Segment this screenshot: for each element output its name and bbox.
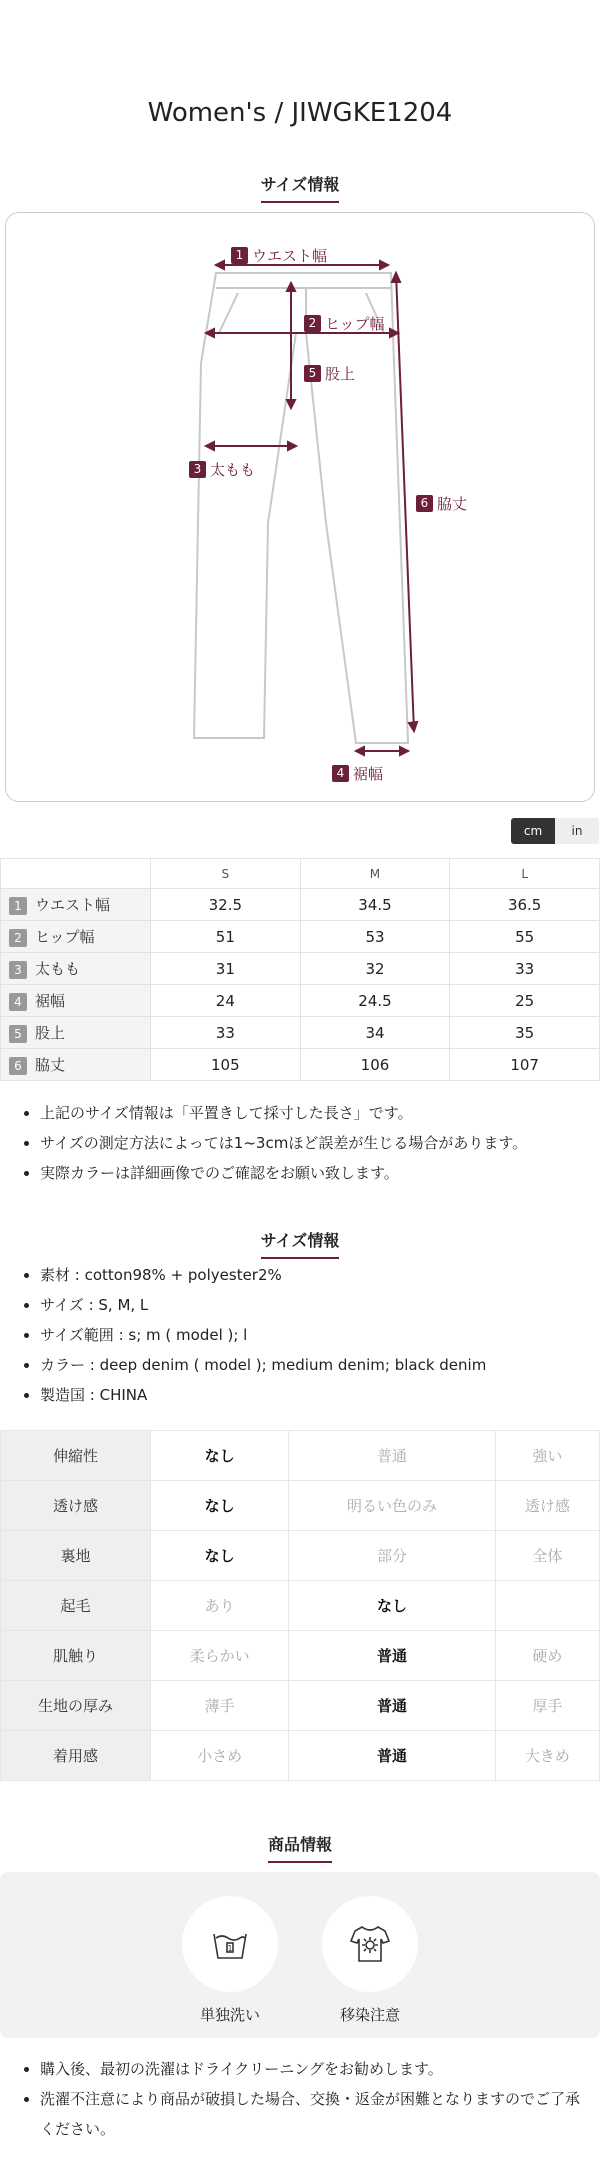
list-item: • カラー : deep denim ( model ); medium denim; black denim bbox=[40, 1350, 592, 1380]
feel-option: 薄手 bbox=[151, 1681, 289, 1731]
table-row: 1 ウエスト幅 32.5 34.5 36.5 bbox=[1, 889, 600, 921]
table-row bbox=[1, 1681, 600, 1731]
feel-option: 強い bbox=[495, 1431, 599, 1481]
feel-option: 普通 bbox=[289, 1431, 495, 1481]
table-row bbox=[1, 1531, 600, 1581]
hip-width-label: 2 ヒップ幅 bbox=[304, 313, 385, 334]
pants-measurement-diagram bbox=[5, 212, 595, 802]
care-label: 単独洗い bbox=[199, 2006, 260, 2024]
list-item: • 購入後、最初の洗濯はドライクリーニングをお勧めします。 bbox=[40, 2054, 592, 2084]
feel-option-selected: 普通 bbox=[289, 1631, 495, 1681]
feel-option: 部分 bbox=[289, 1531, 495, 1581]
thigh-label: 3 太もも bbox=[189, 459, 255, 480]
unit-toggle bbox=[511, 818, 599, 844]
outseam-label: 6 脇丈 bbox=[416, 493, 467, 514]
page-title: Women's / JIWGKE1204 bbox=[147, 98, 453, 128]
hand-wash-icon bbox=[182, 1896, 278, 1992]
feel-option: 透け感 bbox=[495, 1481, 599, 1531]
color-transfer-icon bbox=[322, 1896, 418, 1992]
feel-option: 明るい色のみ bbox=[289, 1481, 495, 1531]
svg-text:1: 1 bbox=[227, 1944, 233, 1953]
table-row: 2 ヒップ幅 51 53 55 bbox=[1, 921, 600, 953]
feel-attribute-name: 着用感 bbox=[1, 1731, 151, 1781]
header-empty bbox=[1, 859, 151, 889]
feel-option bbox=[495, 1581, 599, 1631]
table-row bbox=[1, 1631, 600, 1681]
feel-attribute-name: 透け感 bbox=[1, 1481, 151, 1531]
fabric-feel-table bbox=[0, 1430, 600, 1781]
feel-option: 全体 bbox=[495, 1531, 599, 1581]
list-item: • 製造国 : CHINA bbox=[40, 1380, 592, 1410]
size-info-heading: サイズ情報 bbox=[0, 172, 600, 203]
feel-attribute-name: 伸縮性 bbox=[1, 1431, 151, 1481]
table-row: 4 裾幅 24 24.5 25 bbox=[1, 985, 600, 1017]
list-item: • サイズ範囲 : s; m ( model ); l bbox=[40, 1320, 592, 1350]
feel-option-selected: なし bbox=[151, 1531, 289, 1581]
feel-attribute-name: 起毛 bbox=[1, 1581, 151, 1631]
list-item: • 洗濯不注意により商品が破損した場合、交換・返金が困難となりますのでご了承ください。 bbox=[40, 2084, 592, 2144]
feel-option-selected: 普通 bbox=[289, 1731, 495, 1781]
table-row: 6 脇丈 105 106 107 bbox=[1, 1049, 600, 1081]
feel-option: 厚手 bbox=[495, 1681, 599, 1731]
waist-width-label: 1 ウエスト幅 bbox=[231, 245, 327, 266]
rise-label: 5 股上 bbox=[304, 363, 355, 384]
product-notes bbox=[22, 2054, 592, 2144]
list-item: • サイズの測定方法によっては1~3cmほど誤差が生じる場合があります。 bbox=[40, 1128, 592, 1158]
unit-in-button[interactable]: in bbox=[555, 818, 599, 844]
care-hand-wash bbox=[180, 1896, 280, 2025]
feel-option: 大きめ bbox=[495, 1731, 599, 1781]
hem-width-label: 4 裾幅 bbox=[332, 763, 383, 784]
feel-option: あり bbox=[151, 1581, 289, 1631]
feel-option: 柔らかい bbox=[151, 1631, 289, 1681]
table-row: 3 太もも 31 32 33 bbox=[1, 953, 600, 985]
feel-option: 小さめ bbox=[151, 1731, 289, 1781]
feel-option-selected: なし bbox=[151, 1481, 289, 1531]
size-table bbox=[0, 858, 600, 1081]
care-box bbox=[0, 1872, 600, 2038]
list-item: • サイズ : S, M, L bbox=[40, 1290, 592, 1320]
feel-option: 硬め bbox=[495, 1631, 599, 1681]
table-row bbox=[1, 1731, 600, 1781]
spec-heading: サイズ情報 bbox=[0, 1228, 600, 1259]
header-size-s: S bbox=[151, 859, 301, 889]
product-info-heading: 商品情報 bbox=[0, 1832, 600, 1863]
spec-list bbox=[22, 1260, 592, 1410]
feel-option-selected: 普通 bbox=[289, 1681, 495, 1731]
feel-option-selected: なし bbox=[289, 1581, 495, 1631]
list-item: • 素材 : cotton98% + polyester2% bbox=[40, 1260, 592, 1290]
table-row bbox=[1, 1431, 600, 1481]
feel-attribute-name: 裏地 bbox=[1, 1531, 151, 1581]
care-label: 移染注意 bbox=[339, 2006, 400, 2024]
care-color-transfer bbox=[320, 1896, 420, 2025]
unit-cm-button[interactable]: cm bbox=[511, 818, 555, 844]
pants-outline-icon bbox=[6, 213, 596, 803]
table-row bbox=[1, 1581, 600, 1631]
feel-option-selected: なし bbox=[151, 1431, 289, 1481]
size-notes bbox=[22, 1098, 592, 1188]
list-item: • 上記のサイズ情報は「平置きして採寸した長さ」です。 bbox=[40, 1098, 592, 1128]
feel-attribute-name: 肌触り bbox=[1, 1631, 151, 1681]
feel-attribute-name: 生地の厚み bbox=[1, 1681, 151, 1731]
header-size-l: L bbox=[450, 859, 600, 889]
list-item: • 実際カラーは詳細画像でのご確認をお願い致します。 bbox=[40, 1158, 592, 1188]
header-size-m: M bbox=[300, 859, 450, 889]
table-row bbox=[1, 1481, 600, 1531]
size-table-header bbox=[1, 859, 600, 889]
table-row: 5 股上 33 34 35 bbox=[1, 1017, 600, 1049]
